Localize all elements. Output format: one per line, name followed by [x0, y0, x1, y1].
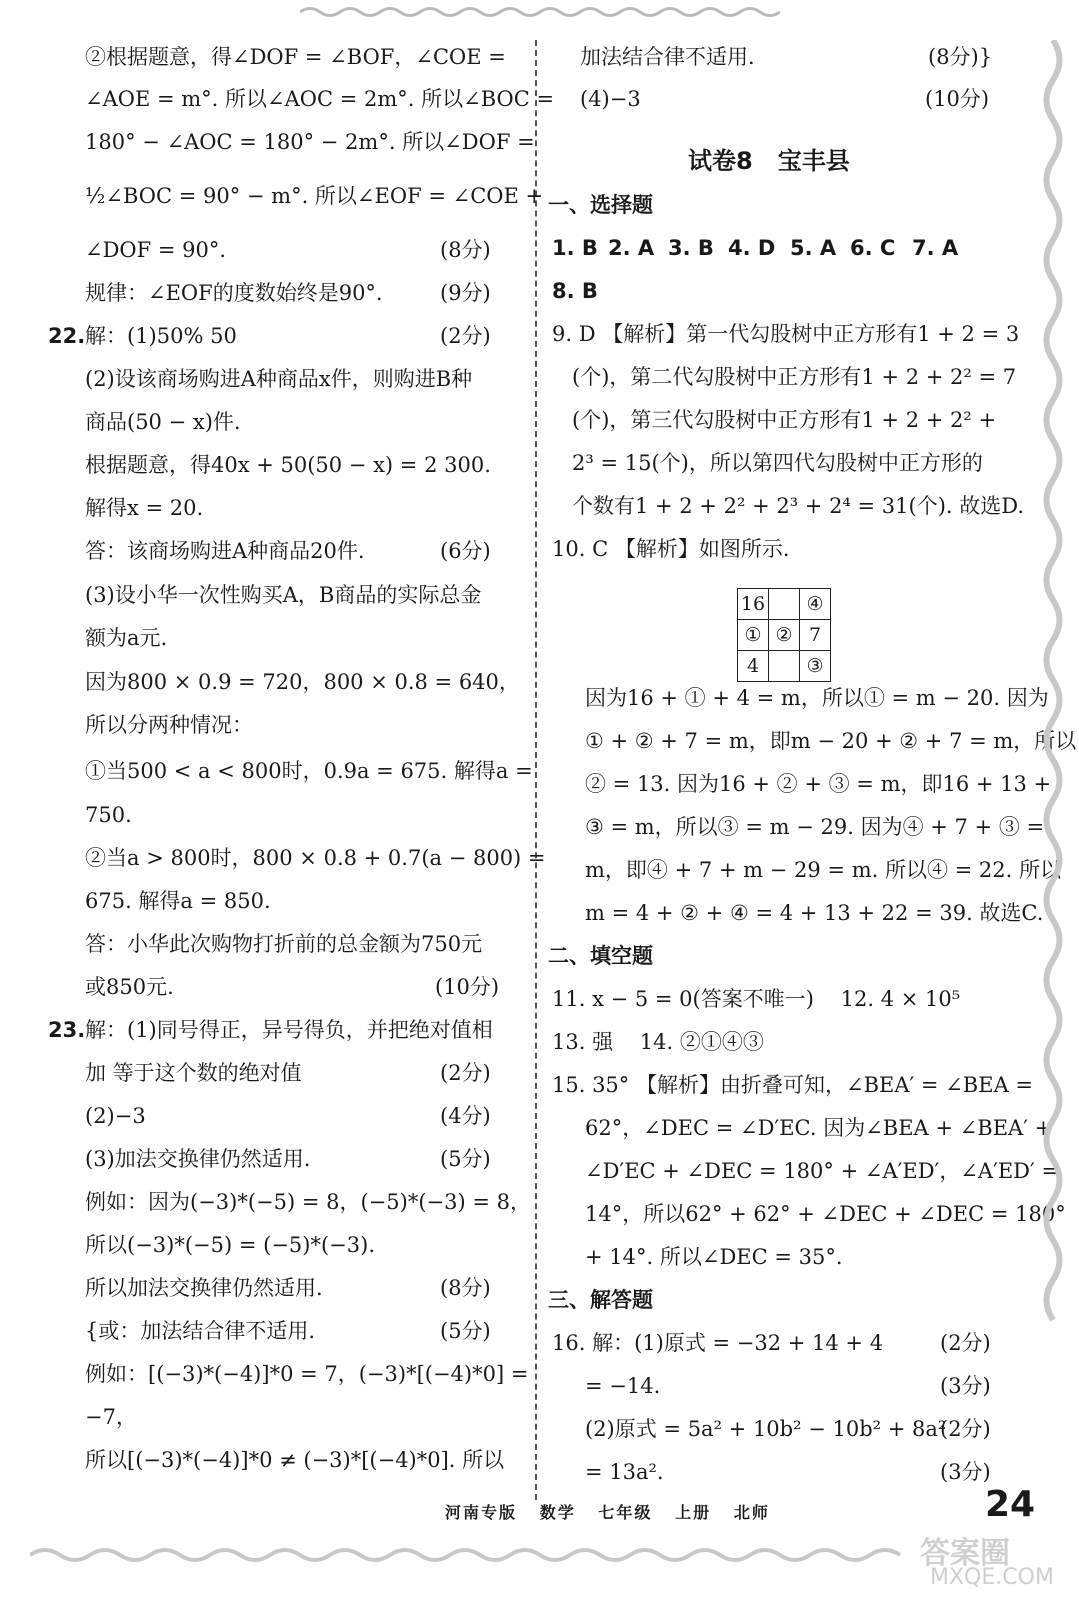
grid-cell: 7: [800, 620, 831, 651]
text-line: m = 4 + ② + ④ = 4 + 13 + 22 = 39. 故选C.: [585, 901, 1044, 925]
score-label: (3分): [940, 1460, 991, 1484]
question-number: 23.: [48, 1018, 86, 1042]
text-line: 所以加法交换律仍然适用.: [85, 1276, 323, 1300]
text-line: 9. D 【解析】第一代勾股树中正方形有1 + 2 = 3: [552, 322, 1020, 346]
score-label: (9分): [440, 281, 491, 305]
text-line: (4)−3: [580, 87, 641, 111]
score-label: (2分): [940, 1331, 991, 1355]
score-label: (8分): [440, 238, 491, 262]
score-label: (5分): [440, 1319, 491, 1343]
mc-answer: 6. C: [850, 236, 896, 260]
text-line: (个)，第二代勾股树中正方形有1 + 2 + 2² = 7: [572, 365, 1017, 389]
text-line: 答：该商场购进A种商品20件.: [85, 539, 365, 563]
mc-answer: 2. A: [608, 236, 655, 260]
text-line: 675. 解得a = 850.: [85, 889, 271, 913]
text-line: ②根据题意，得∠DOF = ∠BOF，∠COE =: [85, 45, 506, 69]
text-line: 加 等于这个数的绝对值: [85, 1061, 302, 1085]
text-line: −7，: [85, 1405, 137, 1429]
text-line: ②当a > 800时，800 × 0.8 + 0.7(a − 800) =: [85, 846, 546, 870]
section-heading: 一、选择题: [548, 193, 653, 217]
text-line: 额为a元.: [85, 626, 168, 650]
text-line: 规律：∠EOF的度数始终是90°.: [85, 281, 383, 305]
score-label: (8分): [440, 1276, 491, 1300]
text-line: 个数有1 + 2 + 2² + 2³ + 2⁴ = 31(个). 故选D.: [572, 494, 1025, 518]
text-line: 2³ = 15(个)，所以第四代勾股树中正方形的: [572, 451, 983, 475]
text-line: ③ = m，所以③ = m − 29. 因为④ + 7 + ③ =: [585, 815, 1045, 839]
text-line: 13. 强 14. ②①④③: [552, 1030, 764, 1054]
grid-cell: [769, 589, 800, 620]
text-line: 例如：因为(−3)*(−5) = 8，(−5)*(−3) = 8，: [85, 1190, 531, 1214]
text-line: 所以[(−3)*(−4)]*0 ≠ (−3)*[(−4)*0]. 所以: [85, 1448, 505, 1472]
mc-answer: 5. A: [790, 236, 837, 260]
section-heading: 二、填空题: [548, 944, 653, 968]
text-line: 或850元.: [85, 975, 174, 999]
text-line: ∠D′EC + ∠DEC = 180° + ∠A′ED′，∠A′ED′ =: [585, 1159, 1060, 1183]
grid-cell: 16: [738, 589, 769, 620]
text-line: 14°，所以62° + 62° + ∠DEC + ∠DEC = 180°: [585, 1202, 1066, 1226]
grid-cell: ①: [738, 620, 769, 651]
mc-answer: 4. D: [728, 236, 776, 260]
score-label: (5分): [440, 1147, 491, 1171]
page-number: 24: [985, 1484, 1036, 1525]
text-line: 根据题意，得40x + 50(50 − x) = 2 300.: [85, 453, 491, 477]
grid-cell: [769, 651, 800, 682]
text-line: 例如：[(−3)*(−4)]*0 = 7，(−3)*[(−4)*0] =: [85, 1362, 529, 1386]
mc-answer: 3. B: [668, 236, 714, 260]
side-scribble-decoration: [1036, 40, 1070, 1340]
text-line: ½∠BOC = 90° − m°. 所以∠EOF = ∠COE +: [85, 184, 544, 208]
magic-square-grid: [737, 588, 831, 682]
score-label: (2分): [440, 1061, 491, 1085]
text-line: 10. C 【解析】如图所示.: [552, 537, 790, 561]
grid-cell: ②: [769, 620, 800, 651]
text-line: (3)设小华一次性购买A，B商品的实际总金: [85, 583, 482, 607]
text-line: (个)，第三代勾股树中正方形有1 + 2 + 2² +: [572, 408, 997, 432]
mc-answer: 8. B: [552, 279, 598, 303]
text-line: 180° − ∠AOC = 180° − 2m°. 所以∠DOF =: [85, 130, 535, 154]
text-line: (3)加法交换律仍然适用.: [85, 1147, 311, 1171]
watermark-logo: 答案圈: [920, 1536, 1010, 1571]
text-line: 16. 解：(1)原式 = −32 + 14 + 4: [552, 1331, 884, 1355]
text-line: (2)−3: [85, 1104, 146, 1128]
score-label: (6分): [440, 539, 491, 563]
score-label: (4分): [440, 1104, 491, 1128]
top-wave-decoration: [300, 0, 780, 14]
text-line: 答：小华此次购物打折前的总金额为750元: [85, 932, 483, 956]
score-label: (10分): [435, 975, 500, 999]
text-line: 所以分两种情况：: [85, 713, 253, 737]
text-line: 解：(1)50% 50: [85, 324, 237, 348]
watermark-url: MXQE.COM: [930, 1565, 1054, 1590]
grid-cell: ③: [800, 651, 831, 682]
text-line: = 13a².: [585, 1460, 664, 1484]
text-line: 商品(50 − x)件.: [85, 410, 241, 434]
question-number: 22.: [48, 324, 86, 348]
score-label: (10分): [925, 87, 990, 111]
text-line: + 14°. 所以∠DEC = 35°.: [585, 1245, 843, 1269]
text-line: 解：(1)同号得正，异号得负，并把绝对值相: [85, 1018, 493, 1042]
text-line: 15. 35° 【解析】由折叠可知，∠BEA′ = ∠BEA =: [552, 1073, 1033, 1097]
bottom-wave-decoration: [30, 1540, 1050, 1570]
grid-cell: 4: [738, 651, 769, 682]
text-line: ①当500 < a < 800时，0.9a = 675. 解得a =: [85, 759, 533, 783]
text-line: m，即④ + 7 + m − 29 = m. 所以④ = 22. 所以: [585, 858, 1061, 882]
mc-answer: 1. B: [552, 236, 598, 260]
score-label: (3分): [940, 1374, 991, 1398]
text-line: ∠DOF = 90°.: [85, 238, 227, 262]
text-line: 750.: [85, 803, 132, 827]
column-divider: [535, 40, 537, 1500]
text-line: ② = 13. 因为16 + ② + ③ = m，即16 + 13 +: [585, 772, 1052, 796]
text-line: 加法结合律不适用.: [580, 45, 755, 69]
section-heading: 三、解答题: [548, 1288, 653, 1312]
text-line: 62°，∠DEC = ∠D′EC. 因为∠BEA + ∠BEA′ +: [585, 1116, 1053, 1140]
score-label: (2分): [940, 1417, 991, 1441]
text-line: = −14.: [585, 1374, 661, 1398]
footer-text: 河南专版 数学 七年级 上册 北师: [445, 1503, 770, 1522]
text-line: 11. x − 5 = 0(答案不唯一) 12. 4 × 10⁵: [552, 987, 961, 1011]
paper-title: 试卷8 宝丰县: [688, 147, 850, 175]
text-line: ∠AOE = m°. 所以∠AOC = 2m°. 所以∠BOC =: [85, 87, 555, 111]
mc-answer: 7. A: [912, 236, 959, 260]
text-line: 所以(−3)*(−5) = (−5)*(−3).: [85, 1233, 375, 1257]
text-line: 解得x = 20.: [85, 496, 204, 520]
text-line: 因为16 + ① + 4 = m，所以① = m − 20. 因为: [585, 686, 1049, 710]
text-line: ① + ② + 7 = m，即m − 20 + ② + 7 = m，所以: [585, 729, 1077, 753]
text-line: (2)设该商场购进A种商品x件，则购进B种: [85, 367, 473, 391]
grid-cell: ④: [800, 589, 831, 620]
text-line: (2)原式 = 5a² + 10b² − 10b² + 8a²: [585, 1417, 947, 1441]
score-label: (2分): [440, 324, 491, 348]
text-line: {或：加法结合律不适用.: [85, 1319, 316, 1343]
score-label: (8分)}: [928, 45, 993, 69]
text-line: 因为800 × 0.9 = 720，800 × 0.8 = 640，: [85, 670, 520, 694]
